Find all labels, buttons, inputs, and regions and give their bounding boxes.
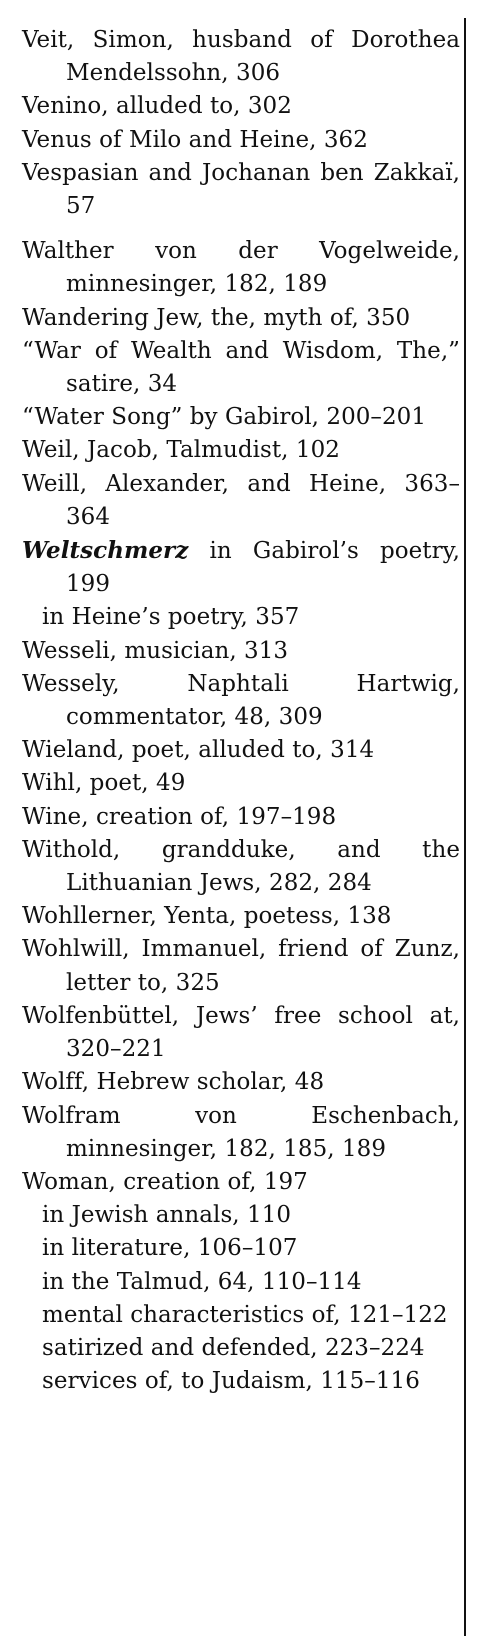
index-entry bbox=[22, 401, 460, 434]
entry-text: Weill, Alexander, and Heine, 363–364 bbox=[22, 470, 460, 530]
index-entry bbox=[22, 534, 460, 601]
index-entry bbox=[22, 900, 460, 933]
entry-text: Wessely, Naphtali Hartwig, commentator, 48, 309 bbox=[22, 670, 460, 731]
entry-text: Wine, creation of, 197–198 bbox=[22, 803, 337, 830]
entry-text: mental characteristics of, 121–122 bbox=[42, 1301, 448, 1328]
index-entry bbox=[22, 1100, 460, 1166]
entry-text: “Water Song” by Gabirol, 200–201 bbox=[22, 404, 427, 431]
index-entry bbox=[22, 335, 460, 401]
entry-text: in the Talmud, 64, 110–114 bbox=[42, 1268, 362, 1295]
index-entry bbox=[22, 302, 460, 335]
index-entry bbox=[22, 1000, 460, 1066]
index-entry bbox=[22, 834, 460, 900]
index-subentry bbox=[22, 1266, 460, 1299]
entry-text: services of, to Judaism, 115–116 bbox=[42, 1368, 420, 1395]
entry-text: Wandering Jew, the, myth of, 350 bbox=[22, 304, 411, 331]
entry-text: Wieland, poet, alluded to, 314 bbox=[22, 737, 375, 764]
entry-text: Wohllerner, Yenta, poetess, 138 bbox=[22, 903, 392, 930]
entry-text: Venino, alluded to, 302 bbox=[22, 93, 292, 120]
index-entry bbox=[22, 157, 460, 223]
index-entry bbox=[22, 468, 460, 534]
index-subentry bbox=[22, 1232, 460, 1265]
entry-text: in literature, 106–107 bbox=[42, 1235, 298, 1262]
index-entry bbox=[22, 767, 460, 800]
index-subentry bbox=[22, 601, 460, 634]
entry-text: in Jewish annals, 110 bbox=[42, 1202, 292, 1229]
entry-text: Wihl, poet, 49 bbox=[22, 770, 186, 797]
index-entry bbox=[22, 124, 460, 157]
entry-text: Wesseli, musician, 313 bbox=[22, 637, 289, 664]
entry-text: Wohlwill, Immanuel, friend of Zunz, letter to, 325 bbox=[22, 936, 460, 996]
index-entry bbox=[22, 668, 460, 734]
index-subentry bbox=[22, 1332, 460, 1365]
index-entry bbox=[22, 933, 460, 999]
entry-text: “War of Wealth and Wisdom, The,” satire, 34 bbox=[22, 337, 460, 398]
index-entry bbox=[22, 801, 460, 834]
entry-text: in Heine’s poetry, 357 bbox=[42, 604, 300, 631]
index-subentry bbox=[22, 1299, 460, 1332]
entry-text: Venus of Milo and Heine, 362 bbox=[22, 126, 368, 153]
entry-emphasis: Weltschmerz bbox=[22, 537, 189, 565]
entry-text: Withold, grandduke, and the Lithuanian Jews, 282, 284 bbox=[22, 836, 460, 897]
index-list bbox=[22, 24, 460, 1398]
column-rule bbox=[464, 18, 466, 1636]
index-entry bbox=[22, 235, 460, 301]
index-entry bbox=[22, 635, 460, 668]
index-subentry bbox=[22, 1365, 460, 1398]
index-entry bbox=[22, 90, 460, 123]
entry-text: satirized and defended, 223–224 bbox=[42, 1334, 425, 1361]
entry-text: Walther von der Vogelweide, minnesinger, 182, 189 bbox=[22, 238, 460, 298]
index-subentry bbox=[22, 1199, 460, 1232]
entry-text: Vespasian and Jochanan ben Zakkaï, 57 bbox=[22, 159, 460, 220]
entry-text: Veit, Simon, husband of Dorothea Mendelssohn, 306 bbox=[22, 27, 460, 87]
index-entry bbox=[22, 434, 460, 467]
index-entry bbox=[22, 734, 460, 767]
index-entry bbox=[22, 24, 460, 90]
index-entry bbox=[22, 1066, 460, 1099]
entry-text: Wolff, Hebrew scholar, 48 bbox=[22, 1069, 325, 1096]
index-entry bbox=[22, 1166, 460, 1199]
entry-text: Wolfram von Eschenbach, minnesinger, 182, 185, 189 bbox=[22, 1102, 460, 1162]
entry-text: Wolfenbüttel, Jews’ free school at, 320–221 bbox=[22, 1002, 460, 1063]
entry-text: in Gabirol’s poetry, 199 bbox=[66, 538, 460, 598]
entry-text: Weil, Jacob, Talmudist, 102 bbox=[22, 437, 340, 464]
entry-text: Woman, creation of, 197 bbox=[22, 1168, 308, 1195]
